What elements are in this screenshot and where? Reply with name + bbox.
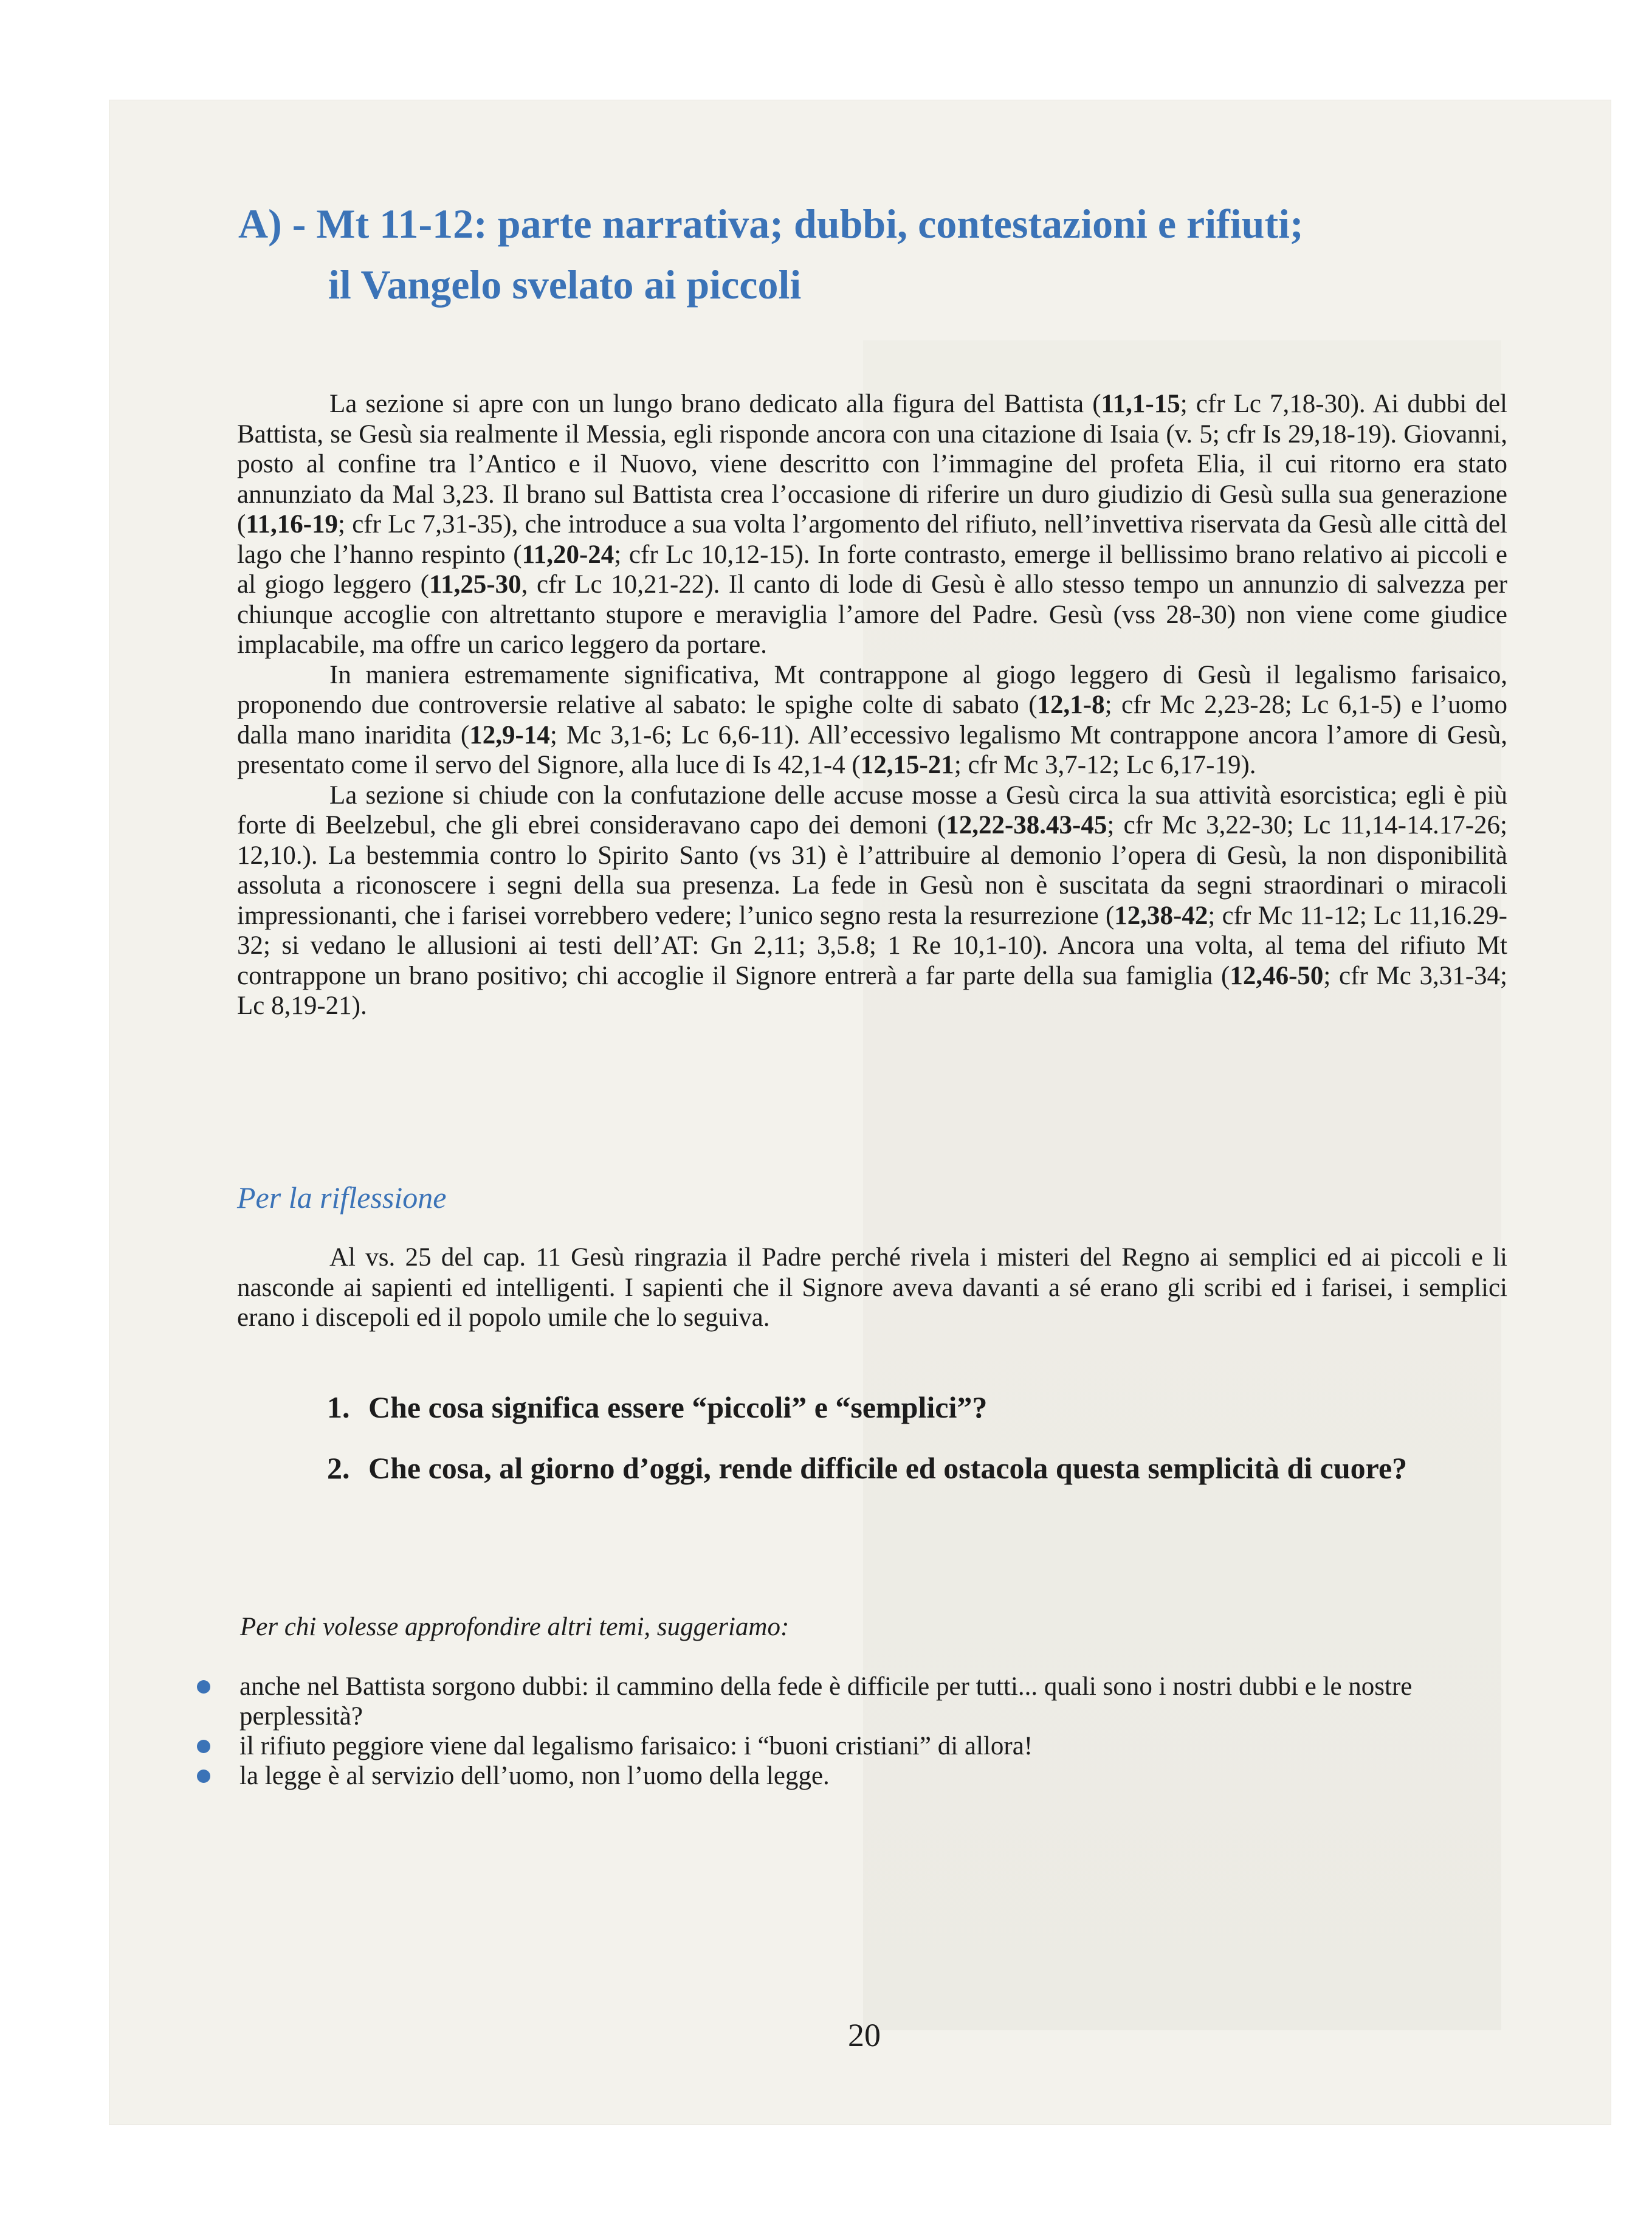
question-item [327,1453,1482,1483]
question-item [327,1392,1482,1422]
reflection-heading: Per la riflessione [237,1180,447,1215]
section-title-line-2: il Vangelo svelato ai piccoli [328,261,802,308]
suggestions-intro: Per chi volesse approfondire altri temi, suggeriamo: [240,1613,790,1641]
paragraph-text: ; cfr Mc 3,22-30; Lc 11,14-14.17-26; 12,10.). La bestemmia contro lo Spirito Santo (vs 31) è l’attribuire al demonio l’opera di Gesù, la non disponibilità assoluta a riconoscere i segni della sua presenza. La fede in Gesù non è suscitata da segni straordinari o miracoli impressionanti, che i farisei vorrebbero vedere; l’unico segno resta la resurrezione ( [237,811,1507,930]
scripture-reference: 11,25-30 [428,570,521,599]
section-title [238,193,1539,315]
section-title-line-1: A) - Mt 11-12: parte narrativa; dubbi, contestazioni e rifiuti; [238,201,1304,247]
scripture-reference: 12,22-38.43-45 [946,811,1107,839]
paragraph-text: ; cfr Lc 7,18-30). Ai dubbi del Battista, se Gesù sia realmente il Messia, egli risponde ancora con una citazione di Isaia (v. 5; cfr Is 29,18-19). Giovanni, posto al confine tra l’Antico e il Nuovo, viene descritto con l’immagine del profeta Elia, il cui ritorno era stato annunziato da Mal 3,23. Il brano sul Battista crea l’occasione di riferire un duro giudizio di Gesù sulla sua generazione ( [237,390,1507,539]
bullet-dot-icon [196,1731,239,1761]
scripture-reference: 12,46-50 [1230,961,1324,990]
scripture-reference: 11,1-15 [1101,390,1180,418]
paragraph-text: ; cfr Mc 2,23-28; Lc 6,1-5) e l’uomo dalla mano inaridita ( [237,691,1507,750]
paragraph-text: La sezione si apre con un lungo brano dedicato alla figura del Battista ( [329,390,1101,418]
scripture-reference: 12,15-21 [860,751,954,779]
scripture-reference: 12,9-14 [469,720,550,750]
suggestion-item [196,1672,1509,1731]
question-number: 1. [327,1390,350,1424]
body-paragraph [237,389,1507,660]
suggestion-list [196,1672,1509,1791]
paragraph-text: ; cfr Lc 7,31-35), che introduce a sua volta l’argomento del rifiuto, nell’invettiva riservata da Gesù alle città del lago che l’hanno respinto ( [237,510,1507,569]
scripture-reference: 11,16-19 [246,510,339,539]
question-number: 2. [327,1451,350,1485]
question-text: Che cosa significa essere “piccoli” e “semplici”? [368,1390,988,1424]
page-number: 20 [848,2017,881,2053]
paragraph-text: ; cfr Mc 11-12; Lc 11,16.29-32; si vedano le allusioni ai testi dell’AT: Gn 2,11; 3,5.8; 1 Re 10,1-10). Ancora una volta, al tema del rifiuto Mt contrappone un brano positivo; chi accoglie il Signore entrerà a far parte della sua famiglia ( [237,901,1507,990]
paragraph-text: La sezione si chiude con la confutazione delle accuse mosse a Gesù circa la sua attività esorcistica; egli è più forte di Beelzebul, che gli ebrei consideravano capo dei demoni ( [237,781,1507,839]
bullet-dot-icon [196,1672,239,1731]
paragraph-text: ; cfr Lc 10,12-15). In forte contrasto, emerge il bellissimo brano relativo ai piccoli e al giogo leggero ( [237,540,1508,599]
scripture-reference: 11,20-24 [521,540,614,569]
paragraph-text: ; cfr Mc 3,31-34; Lc 8,19-21). [237,961,1507,1020]
scripture-reference: 12,38-42 [1114,901,1208,930]
body-paragraph [237,660,1507,781]
suggestion-text: la legge è al servizio dell’uomo, non l’uomo della legge. [239,1762,830,1790]
suggestion-text: il rifiuto peggiore viene dal legalismo farisaico: i “buoni cristiani” di allora! [239,1732,1033,1760]
suggestion-text: anche nel Battista sorgono dubbi: il cammino della fede è difficile per tutti... quali sono i nostri dubbi e le nostre perplessità? [239,1672,1413,1731]
scripture-reference: 12,1-8 [1037,691,1105,719]
reflection-text: Al vs. 25 del cap. 11 Gesù ringrazia il Padre perché rivela i misteri del Regno ai semplici ed ai piccoli e li nasconde ai sapienti ed intelligenti. I sapienti che il Signore aveva davanti a sé erano gli scribi ed i farisei, i semplici erano i discepoli ed il popolo umile che lo seguiva. [237,1243,1507,1332]
paragraph-text: ; Mc 3,1-6; Lc 6,6-11). All’eccessivo legalismo Mt contrappone ancora l’amore di Gesù, presentato come il servo del Signore, alla luce di Is 42,1-4 ( [237,720,1507,779]
body-paragraph [237,781,1507,1021]
bullet-dot-icon [196,1761,239,1791]
suggestion-item [196,1761,1509,1791]
suggestion-item [196,1731,1509,1761]
question-list [327,1392,1482,1514]
paragraph-text: ; cfr Mc 3,7-12; Lc 6,17-19). [954,751,1256,779]
body-text [237,389,1507,1021]
paragraph-text: In maniera estremamente significativa, Mt contrappone al giogo leggero di Gesù il legalismo farisaico, proponendo due controversie relative al sabato: le spighe colte di sabato ( [237,660,1507,719]
question-text: Che cosa, al giorno d’oggi, rende difficile ed ostacola questa semplicità di cuore? [368,1451,1408,1485]
paragraph-text: , cfr Lc 10,21-22). Il canto di lode di Gesù è allo stesso tempo un annunzio di salvezza per chiunque accoglie con altrettanto stupore e meraviglia l’amore del Padre. Gesù (vss 28-30) non viene come giudice implacabile, ma offre un carico leggero da portare. [237,570,1507,659]
